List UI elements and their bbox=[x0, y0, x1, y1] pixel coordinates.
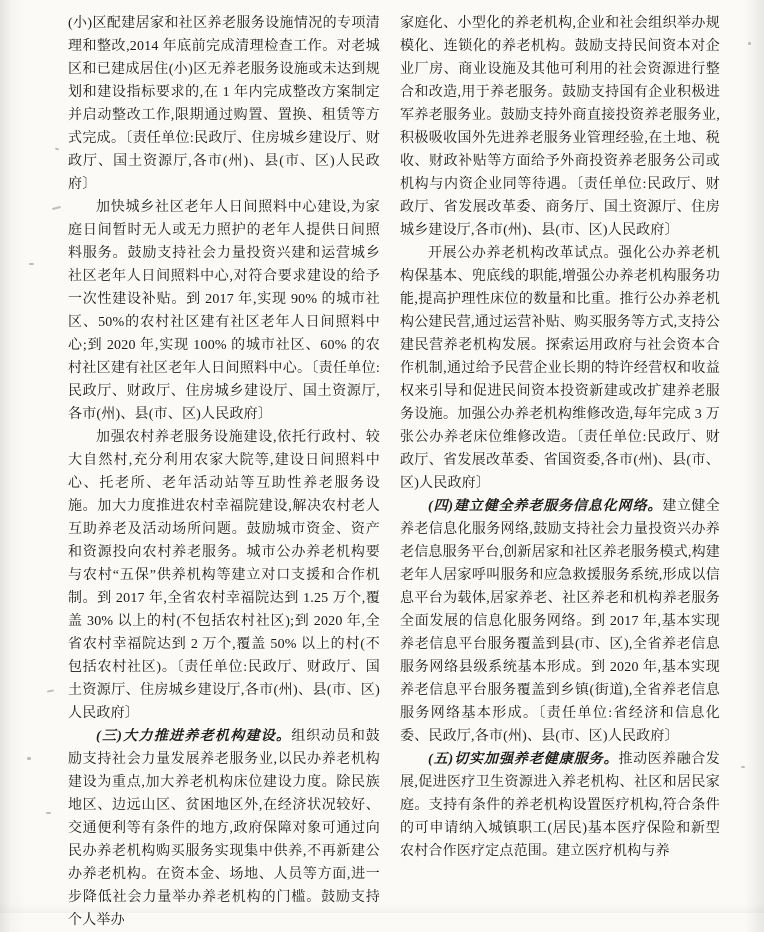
paragraph-text: 推动医养融合发展,促进医疗卫生资源进入养老机构、社区和居民家庭。支持有条件的养老机构设置医疗机构,符合条件的可申请纳入城镇职工(居民)基本医疗保险和新型农村合作医疗定点范围。建立医疗机构与养 bbox=[400, 752, 720, 859]
paragraph-continuation-residential-facilities bbox=[68, 12, 380, 196]
scan-speck bbox=[27, 757, 31, 760]
paragraph-text: (小)区配建居家和社区养老服务设施情况的专项清理和整改,2014 年底前完成清理检查工作。对老城区和已建成居住(小)区无养老服务设施或未达到规划和建设指标要求的,在 1 年内完成整改方案制定并启动整改工作,限期通过购置、置换、租赁等方式完成。〔责任单位:民政厅、住房城乡建设厅、财政厅、国土资源厅,各市(州)、县(市、区)人民政府〕 bbox=[68, 16, 380, 192]
paragraph-public-institution-reform bbox=[400, 242, 720, 495]
scan-speck bbox=[55, 147, 59, 150]
scan-speck bbox=[741, 766, 745, 768]
paragraph-text: 建立健全养老信息化服务网络,鼓励支持社会力量投资兴办养老信息服务平台,创新居家和社区养老服务模式,构建老年人居家呼叫服务和应急救援服务系统,形成以信息平台为载体,居家养老、社区养老和机构养老服务全面发展的信息化服务网络。到 2017 年,基本实现养老信息平台服务覆盖到县(市、区),全省养老信息服务网络县级系统基本形成。到 2020 年,基本实现养老信息平台服务覆盖到乡镇(街道),全省养老信息服务网络基本形成。〔责任单位:省经济和信息化委、民政厅,各市(州)、县(市、区)人民政府〕 bbox=[400, 499, 720, 744]
scan-speck bbox=[748, 42, 751, 45]
paragraph-text: 加快城乡社区老年人日间照料中心建设,为家庭日间暂时无人或无力照护的老年人提供日间照料服务。鼓励支持社会力量投资兴建和运营城乡社区老年人日间照料中心,对符合要求建设的给予一次性建设补贴。到 2017 年,实现 90% 的城市社区、50%的农村社区建有社区老年人日间照料中心;到 2020 年,实现 100% 的城市社区、60% 的农村社区建有社区老年人日间照料中心。〔责任单位:民政厅、财政厅、住房城乡建设厅、国土资源厅,各市(州)、县(市、区)人民政府〕 bbox=[68, 200, 380, 422]
paragraph-section-5-health-services bbox=[400, 748, 720, 863]
paragraph-section-3-institutions bbox=[68, 725, 380, 932]
paragraph-text: 开展公办养老机构改革试点。强化公办养老机构保基本、兜底线的职能,增强公办养老机构服务功能,提高护理性床位的数量和比重。推行公办养老机构公建民营,通过运营补贴、购买服务等方式,支持公建民营养老机构发展。探索运用政府与社会资本合作机制,通过给予民营企业长期的特许经营权和收益权来引导和促进民间资本投资新建或改扩建养老服务设施。加强公办养老机构维修改造,每年完成 3 万张公办养老床位维修改造。〔责任单位:民政厅、财政厅、省发展改革委、省国资委,各市(州)、县(市、区)人民政府〕 bbox=[400, 246, 720, 491]
paragraph-text: 家庭化、小型化的养老机构,企业和社会组织举办规模化、连锁化的养老机构。鼓励支持民间资本对企业厂房、商业设施及其他可利用的社会资源进行整合和改造,用于养老服务。鼓励支持国有企业积极进军养老服务业。鼓励支持外商直接投资养老服务业,积极吸收国外先进养老服务业管理经验,在土地、税收、财政补贴等方面给予外商投资养老服务公司或机构与内资企业同等待遇。〔责任单位:民政厅、财政厅、省发展改革委、商务厅、国土资源厅、住房城乡建设厅,各市(州)、县(市、区)人民政府〕 bbox=[400, 16, 720, 238]
section-heading-4: (四)建立健全养老服务信息化网络。 bbox=[428, 499, 663, 514]
scan-speck bbox=[46, 812, 51, 814]
paragraph-text: 组织动员和鼓励支持社会力量发展养老服务业,以民办养老机构建设为重点,加大养老机构床位建设力度。除民族地区、边远山区、贫困地区外,在经济状况较好、交通便利等有条件的地方,政府保障对象可通过向民办养老机构购买服务实现集中供养,不再新建公办养老机构。在资本金、场地、人员等方面,进一步降低社会力量举办养老机构的门槛。鼓励支持个人举办 bbox=[68, 729, 380, 928]
paragraph-section-4-information-network bbox=[400, 495, 720, 748]
right-text-column bbox=[400, 12, 720, 905]
paragraph-continuation-private-institutions bbox=[400, 12, 720, 242]
scan-speck bbox=[52, 206, 61, 210]
paragraph-text: 加强农村养老服务设施建设,依托行政村、较大自然村,充分利用农家大院等,建设日间照料中心、托老所、老年活动站等互助性养老服务设施。加大力度推进农村幸福院建设,解决农村老人互助养老及活动场所问题。鼓励城市资金、资产和资源投向农村养老服务。城市公办养老机构要与农村“五保”供养机构等建立对口支援和合作机制。到 2017 年,全省农村幸福院达到 1.25 万个,覆盖 30% 以上的村(不包括农村社区);到 2020 年,全省农村幸福院达到 2 万个,覆盖 50% 以上的村(不包括农村社区)。〔责任单位:民政厅、财政厅、国土资源厅、住房城乡建设厅,各市(州)、县(市、区)人民政府〕 bbox=[68, 430, 380, 721]
section-heading-3: (三)大力推进养老机构建设。 bbox=[96, 729, 292, 744]
scan-speck bbox=[29, 263, 34, 265]
page-text-area bbox=[68, 12, 720, 928]
paragraph-daycare-centers bbox=[68, 196, 380, 426]
left-text-column bbox=[68, 12, 380, 928]
scan-speck bbox=[47, 689, 54, 692]
section-heading-5: (五)切实加强养老健康服务。 bbox=[428, 752, 619, 767]
paragraph-rural-elderly-facilities bbox=[68, 426, 380, 725]
